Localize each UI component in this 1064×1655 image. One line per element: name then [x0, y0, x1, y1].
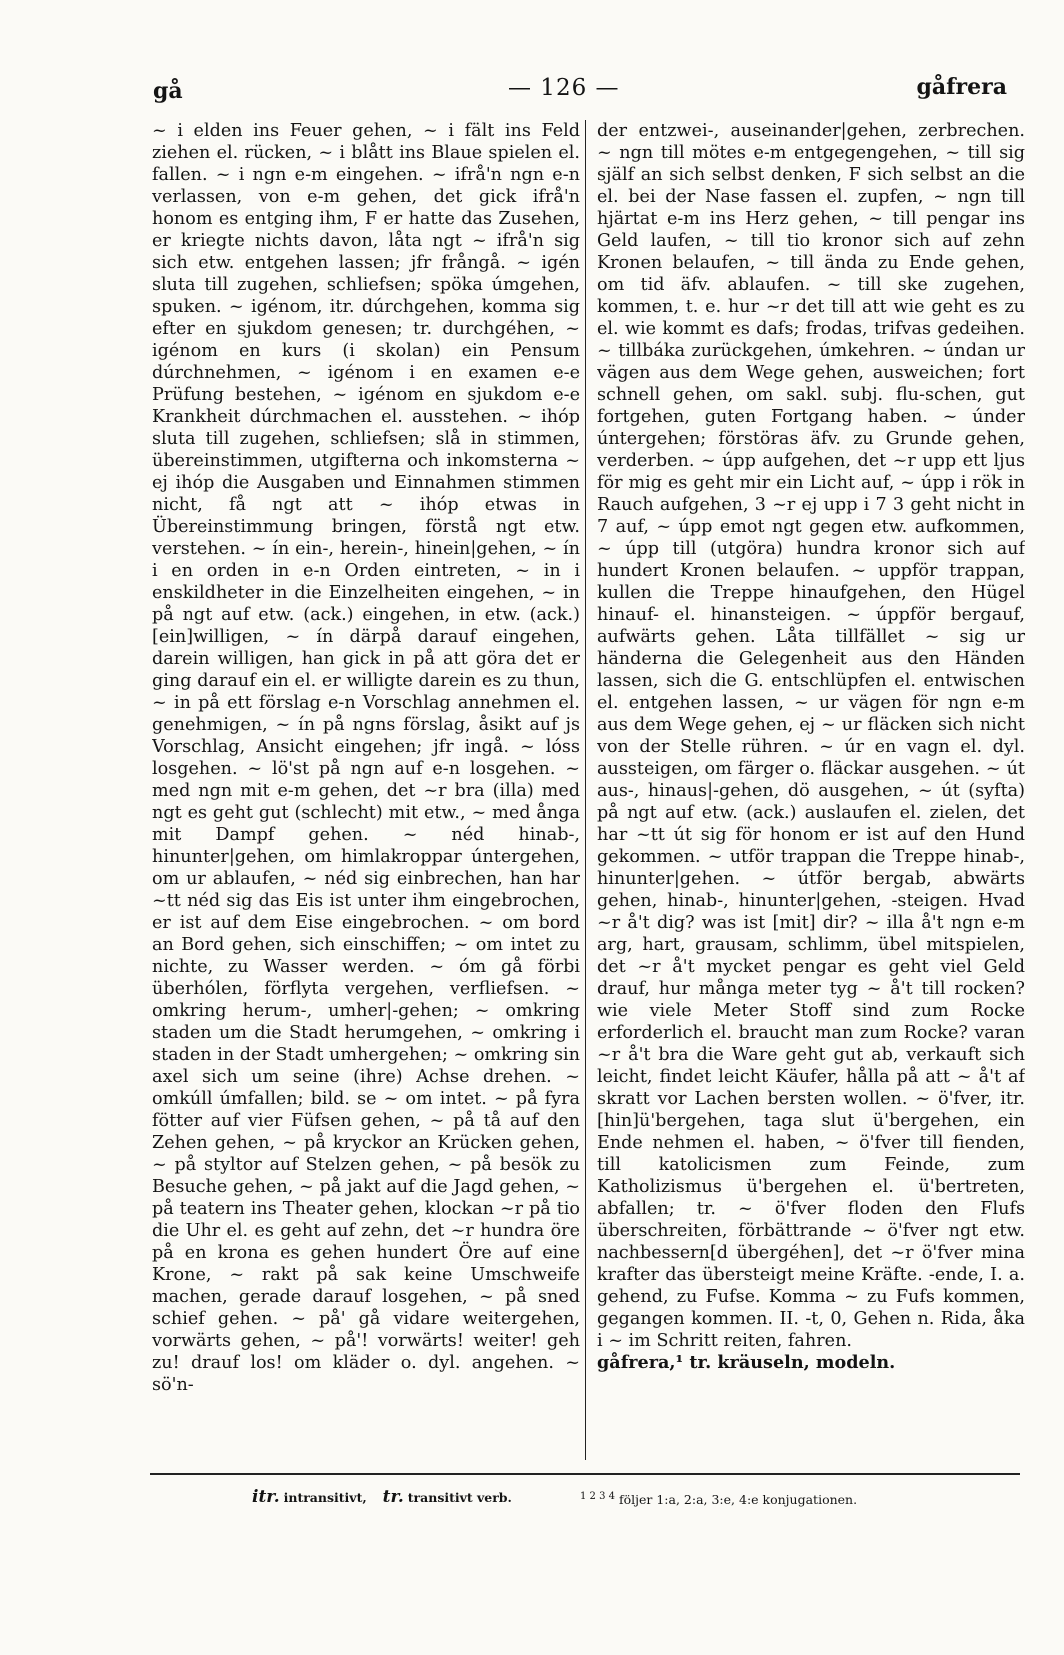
itr-label: itr.: [252, 1487, 280, 1507]
tr-label: tr.: [382, 1487, 404, 1507]
left-column-text: ~ i elden ins Feuer gehen, ~ i fält ins Feld ziehen el. rücken, ~ i blått ins Blaue spielen el. fallen. ~ i ngn e-m eingehen. ~ ifrå'n ngn e-n verlassen, von e-m gehen, det gick ifrå'n honom es entging ihm, F er hatte das Zusehen, er kriegte nichts davon, låta ngt ~ ifrå'n sig sich etw. entgehen lassen; jfr frångå. ~ igén sluta till zugehen, schliefsen; spöka úmgehen, spuken. ~ igénom, itr. dúrchgehen, komma sig efter en sjukdom genesen; tr. durchgéhen, ~ igénom en kurs (i skolan) ein Pensum dúrchnehmen, ~ igénom i en examen e-e Prüfung bestehen, ~ igénom en sjukdom e-e Krankheit dúrchmachen el. ausstehen. ~ ihóp sluta till zugehen, schliefsen; slå in stimmen, übereinstimmen, utgifterna och inkomsterna ~ ej ihóp die Ausgaben und Einnahmen stimmen nicht, få ngt att ~ ihóp etwas in Übereinstimmung bringen, förstå ngt etw. verstehen. ~ ín ein-, herein-, hinein|gehen, ~ ín i en orden in e-n Orden eintreten, ~ in i enskildheter in die Einzelheiten eingehen, ~ in på ngt auf etw. (ack.) eingehen, in etw. (ack.) [ein]willigen, ~ ín därpå darauf eingehen, darein willigen, han gick in på att göra det er ging darauf ein el. er willigte darein es zu thun, ~ in på ett förslag e-n Vorschlag annehmen el. genehmigen, ~ ín på ngns förslag, åsikt auf js Vorschlag, Ansicht eingehen; jfr ingå. ~ lóss losgehen. ~ lö'st på ngn auf e-n losgehen. ~ med ngn mit e-m gehen, det ~r bra (illa) med ngt es geht gut (schlecht) mit etw., ~ med ånga mit Dampf gehen. ~ néd hinab-, hinunter|gehen, om himlakroppar úntergehen, om ur ablaufen, ~ néd sig einbrechen, han har ~tt néd sig das Eis ist unter ihm eingebrochen, er ist auf dem Eise eingebrochen. ~ om bord an Bord gehen, sich einschiffen; ~ om intet zu nichte, zu Wasser werden. ~ óm gå förbi überhólen, förflyta vergehen, verfliefsen. ~ omkring herum-, umher|-gehen; ~ omkring staden um die Stadt herumgehen, ~ omkring i staden in der Stadt umhergehen; ~ omkring sin axel sich um seine (ihre) Achse drehen. ~ omkúll úmfallen; bild. se ~ om intet. ~ på fyra fötter auf vier Füfsen gehen, ~ på tå auf den Zehen gehen, ~ på kryckor an Krücken gehen, ~ på styltor auf Stelzen gehen, ~ på besök zu Besuche gehen, ~ på jakt auf die Jagd gehen, ~ på teatern ins Theater gehen, klockan ~r på tio die Uhr el. es geht auf zehn, det ~r hundra öre på en krona es gehen hundert Öre auf eine Krone, ~ rakt på sak keine Umschweife machen, gerade darauf losgehen, ~ på sned schief gehen. ~ på' gå vidare weitergehen, vorwärts gehen, ~ på'! vorwärts! weiter! geh zu! drauf los! om kläder o. dyl. angehen. ~ sö'n-: [152, 121, 580, 1395]
verb-abbreviations: [252, 1483, 512, 1512]
right-column-text: der entzwei-, auseinander|gehen, zerbrechen. ~ ngn till mötes e-m entgegengehen, ~ till sig själf an sich selbst denken, F sich selbst an die el. bei der Nase fassen el. zupfen, ~ ngn till hjärtat e-m ins Herz gehen, ~ till pengar ins Geld laufen, ~ till tio kronor sich auf zehn Kronen belaufen, ~ till ända zu Ende gehen, om tid äfv. ablaufen. ~ till ske zugehen, kommen, t. e. hur ~r det till att wie geht es zu el. wie kommt es dafs; frodas, trifvas gedeihen. ~ tillbáka zurückgehen, úmkehren. ~ úndan ur vägen aus dem Wege gehen, ausweichen; fort schnell gehen, om sakl. subj. flu-schen, gut fortgehen, guten Fortgang haben. ~ únder úntergehen; förstöras äfv. zu Grunde gehen, verderben. ~ úpp aufgehen, det ~r upp ett ljus för mig es geht mir ein Licht auf, ~ úpp i rök in Rauch aufgehen, 3 ~r ej upp i 7 3 geht nicht in 7 auf, ~ úpp emot ngt gegen etw. aufkommen, ~ úpp till (utgöra) hundra kronor sich auf hundert Kronen belaufen. ~ uppför trappan, kullen die Treppe hinaufgehen, den Hügel hinauf- el. hinansteigen. ~ úppför bergauf, aufwärts gehen. Låta tillfället ~ sig ur händerna die Gelegenheit aus den Händen lassen, sich die G. entschlüpfen el. entwischen el. entgehen lassen, ~ ur vägen för ngn e-m aus dem Wege gehen, ej ~ ur fläcken sich nicht von der Stelle rühren. ~ úr en vagn el. dyl. aussteigen, om färger o. fläckar ausgehen. ~ út aus-, hinaus|-gehen, dö ausgehen, ~ út (syfta) på ngt auf etw. (ack.) auslaufen el. zielen, det har ~tt út sig för honom er ist auf den Hund gekommen. ~ utför trappan die Treppe hinab-, hinunter|gehen. ~ útför bergab, abwärts gehen, hinab-, hinunter|gehen, -steigen. Hvad ~r å't dig? was ist [mit] dir? ~ illa å't ngn e-m arg, hart, grausam, schlimm, übel mitspielen, det ~r å't mycket pengar es geht viel Geld drauf, hur många meter tyg ~ å't till rocken? wie viele Meter Stoff sind zum Rocke erforderlich el. braucht man zum Rocke? varan ~r å't bra die Ware geht gut ab, verkauft sich leicht, findet leicht Käufer, hålla på att ~ å't af skratt vor Lachen bersten wollen. ~ ö'fver, itr. [hin]ü'bergehen, taga slut ü'bergehen, ein Ende nehmen el. haben, ~ ö'fver till fienden, till katolicismen zum Feinde, zum Katholizismus ü'bergehen el. ü'bertreten, abfallen; tr. ~ ö'fver floden den Flufs überschreiten, förbättrande ~ ö'fver ngt etw. nachbessern[d übergéhen], det ~r ö'fver mina krafter das übersteigt meine Kräfte. -ende, I. a. gehend, zu Fufse. Komma ~ zu Fufs kommen, gegangen kommen. II. -t, 0, Gehen n. Rida, åka i ~ im Schritt reiten, fahren.: [597, 121, 1025, 1351]
itr-text: intransitivt,: [283, 1490, 367, 1505]
right-column: [597, 120, 1025, 1462]
page-header: [145, 70, 1015, 110]
dictionary-columns: [150, 120, 1025, 1462]
tr-text: transitivt verb.: [407, 1490, 512, 1505]
abbreviation-footnote: [150, 1483, 1020, 1513]
left-column: [152, 120, 580, 1462]
entry-gafrera: gåfrera,¹ tr. kräuseln, modeln.: [597, 1352, 896, 1373]
conjugation-note: [580, 1483, 857, 1513]
conjugation-marks: 1 2 3 4: [580, 1491, 615, 1502]
left-headword: gå: [153, 78, 183, 104]
conjugation-text: följer 1:a, 2:a, 3:e, 4:e konjugationen.: [618, 1492, 858, 1508]
footer-rule: [150, 1473, 1020, 1475]
right-headword: gåfrera: [916, 74, 1007, 100]
column-divider: [585, 120, 586, 1460]
page-number: — 126 —: [508, 75, 620, 101]
